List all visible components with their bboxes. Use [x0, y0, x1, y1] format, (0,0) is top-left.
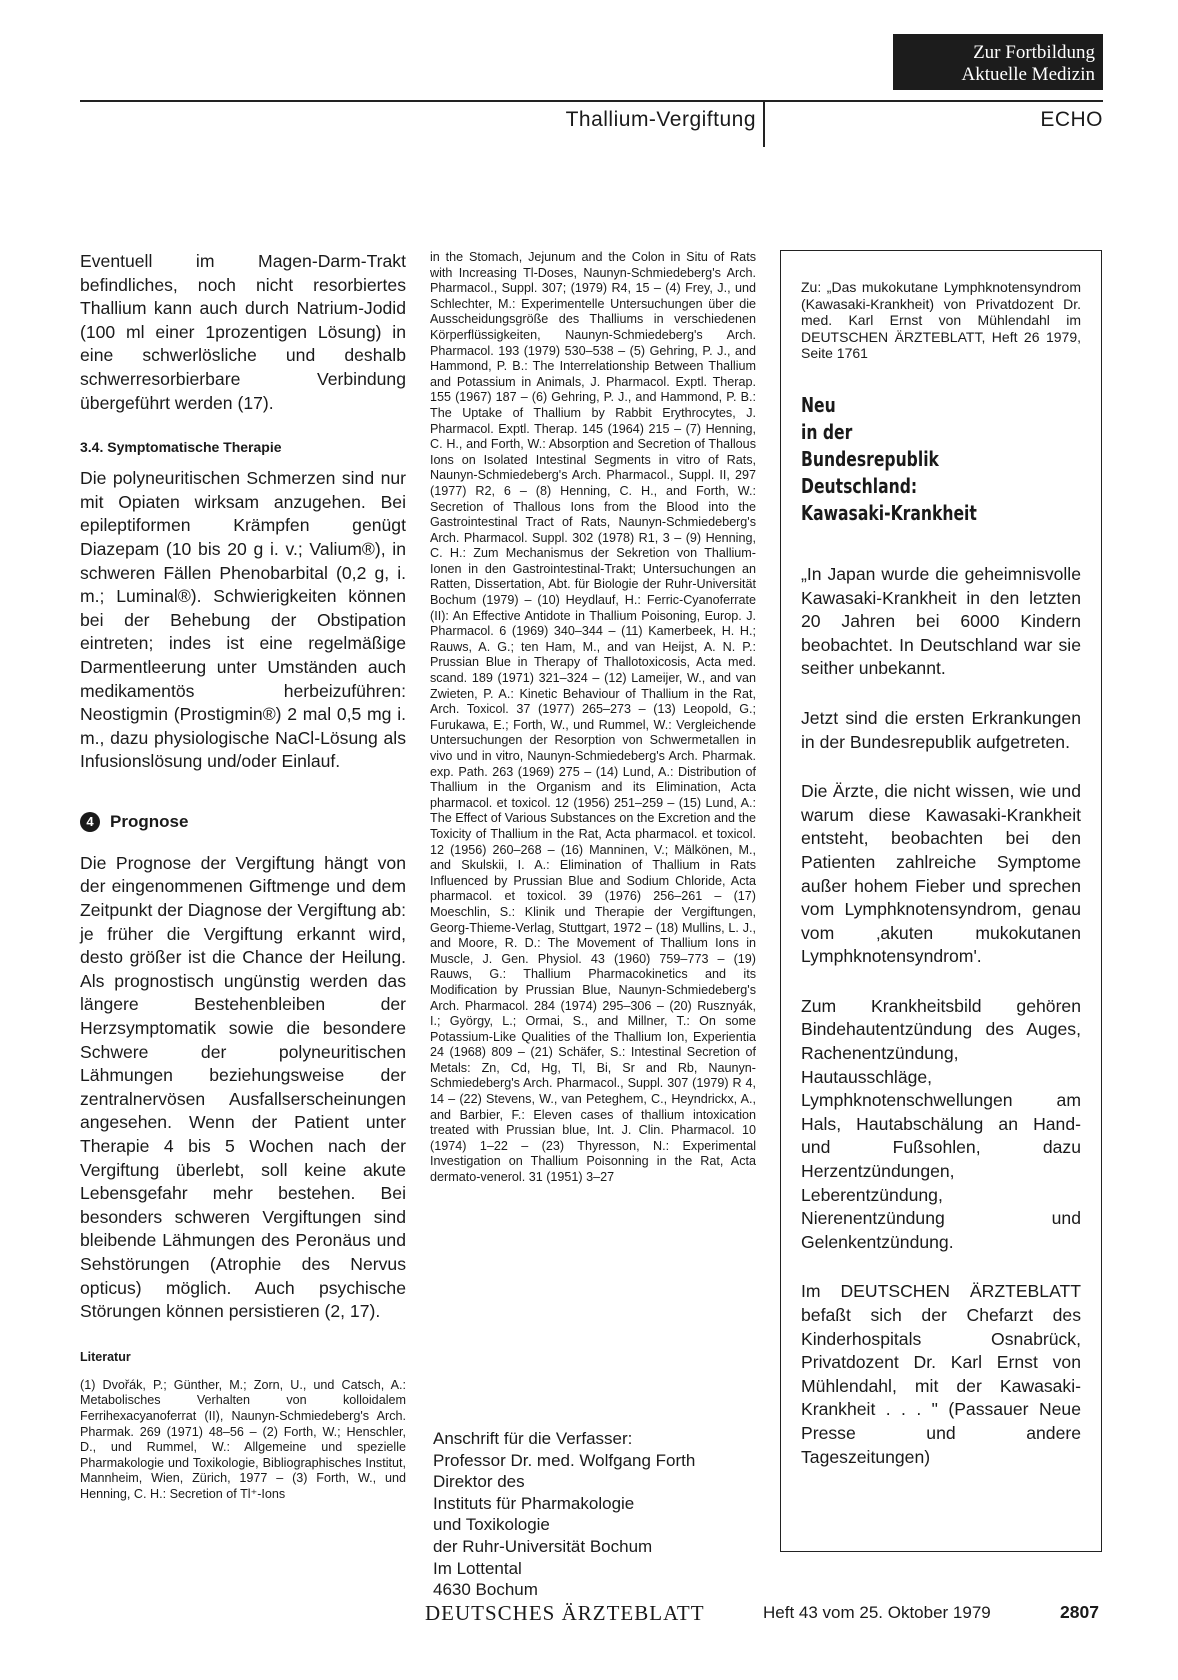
- section-number-badge: 4: [80, 812, 100, 832]
- address-line: Direktor des: [433, 1472, 525, 1492]
- footer-issue: Heft 43 vom 25. Oktober 1979: [763, 1603, 991, 1622]
- rubric-tag: [893, 34, 1103, 90]
- footer-journal-name: DEUTSCHES ÄRZTEBLATT: [425, 1601, 705, 1625]
- headline-line: Bundesrepublik: [801, 446, 939, 471]
- box-headline: [801, 392, 1019, 527]
- box-paragraph-1: „In Japan wurde die geheimnisvolle Kawasaki-Krankheit in den letzten 20 Jahren bei 6000 Kindern beobachtet. In Deutschland war sie seither unbekannt.: [801, 563, 1081, 679]
- section-label: ECHO: [1040, 108, 1103, 131]
- rubric-line-2: Aktuelle Medizin: [961, 64, 1095, 85]
- headline-line: Deutschland:: [801, 473, 918, 498]
- headline-line: Kawasaki-Krankheit: [801, 500, 977, 525]
- header-divider: [763, 100, 765, 147]
- address-line: Im Lottental: [433, 1558, 522, 1578]
- address-line: Instituts für Pharmakologie: [433, 1493, 635, 1513]
- address-line: und Toxikologie: [433, 1515, 550, 1535]
- literature-list-part-1: (1) Dvořák, P.; Günther, M.; Zorn, U., und Catsch, A.: Metabolisches Verhalten von kolloidalem Ferrihexacyanoferrat (II), Naunyn-Schmiedeberg's Arch. Pharmak. 269 (1971) 48–56 – (2) Forth, W.; Henschler, D., und Rummel, W.: Allgemeine und spezielle Pharmakologie und Toxikologie, Bibliographisches Institut, Mannheim, Wien, Zürich, 1977 – (3) Forth, W., und Henning, C. H.: Secretion of Tl⁺-Ions: [80, 1377, 406, 1501]
- literature-heading: Literatur: [80, 1349, 131, 1364]
- box-paragraph-5: Im DEUTSCHEN ÄRZTEBLATT befaßt sich der Chefarzt des Kinderhospitals Osnabrück, Privatdozent Dr. Karl Ernst von Mühlendahl, mit der Kawasaki-Krankheit . . . " (Passauer Neue Presse und andere Tageszeitungen): [801, 1281, 1081, 1467]
- paragraph-natrium-jodid: Eventuell im Magen-Darm-Trakt befindliches, noch nicht resorbiertes Thallium kann auch durch Natrium-Jodid (100 ml einer 1prozentigen Lösung) in eine schwerlösliche und deshalb schwerresorbierbare Verbindung übergeführt werden (17).: [80, 251, 406, 413]
- address-line: der Ruhr-Universität Bochum: [433, 1536, 653, 1556]
- echo-box: [780, 250, 1102, 1552]
- subheading-symptomatic-therapy: 3.4. Symptomatische Therapie: [80, 439, 282, 456]
- box-paragraph-3: Die Ärzte, die nicht wissen, wie und warum diese Kawasaki-Krankheit entsteht, beobachten bei den Patienten zahlreiche Symptome außer hohem Fieber und sprechen vom Lymphknotensyndrom, genau vom ‚akuten mukokutanen Lymphknotensyndrom'.: [801, 781, 1081, 967]
- headline-line: in der: [801, 419, 853, 444]
- headline-line: Neu: [801, 392, 836, 417]
- paragraph-prognose: Die Prognose der Vergiftung hängt von der eingenommenen Giftmenge und dem Zeitpunkt der Diagnose der Vergiftung ab: je früher die Vergiftung erkannt wird, desto größer ist die Chance der Heilung. Als prognostisch ungünstig werden das längere Bestehenbleiben der Herzsymptomatik sowie die besondere Schwere der polyneuritischen Lähmungen beziehungsweise der zentralnervösen Ausfallserscheinungen angesehen. Wenn der Patient unter Therapie 4 bis 5 Wochen nach der Vergiftung überlebt, soll keine akute Lebensgefahr mehr bestehen. Bei besonders schweren Vergiftungen sind bleibende Lähmungen des Peronäus und Sehstörungen (Atrophie des Nervus opticus) möglich. Auch psychische Störungen können persistieren (2, 17).: [80, 852, 406, 1322]
- section-heading-prognose: [80, 812, 406, 832]
- reference-note: Zu: „Das mukokutane Lymphknotensyndrom (Kawasaki-Krankheit) von Privatdozent Dr. med. Karl Ernst von Mühlendahl im DEUTSCHEN ÄRZTEBLATT, Heft 26 1979, Seite 1761: [801, 279, 1081, 362]
- column-left: [80, 250, 406, 1503]
- section-heading-text: Prognose: [110, 811, 189, 831]
- address-line: 4630 Bochum: [433, 1580, 538, 1600]
- box-paragraph-4: Zum Krankheitsbild gehören Bindehautentzündung des Auges, Rachenentzündung, Hautausschläge, Lymphknotenschwellungen am Hals, Hautabschälung an Hand- und Fußsohlen, dazu Herzentzündungen, Leberentzündung, Nierenentzündung und Gelenkentzündung.: [801, 995, 1081, 1252]
- literature-list-part-2: in the Stomach, Jejunum and the Colon in Situ of Rats with Increasing Tl-Doses, Naunyn-Schmiedeberg's Arch. Pharmacol., Suppl. 307; (1979) R4, 15 – (4) Frey, J., und Schlechter, M.: Experimentelle Untersuchungen über die Ausscheidungsgröße des Thalliums in verschiedenen Körperflüssigkeiten, Naunyn-Schmiedeberg's Arch. Pharmacol. 193 (1979) 530–538 – (5) Gehring, P. J., and Hammond, P. B.: The Interrelationship Between Thallium and Potassium in Animals, J. Pharmacol. Exptl. Therap. 155 (1967) 187 – (6) Gehring, P. J., and Hammond, P. B.: The Uptake of Thallium by Rabbit Erythrocytes, J. Pharmacol. Exptl. Therap. 145 (1964) 215 – (7) Henning, C. H., and Forth, W.: Absorption and Secretion of Thallous Ions on Isolated Intestinal Segments in vitro of Rats, Naunyn-Schmiedeberg's Arch. Pharmacol., Suppl. II, 297 (1977) R2, 6 – (8) Henning, C. H., and Forth, W.: Secretion of Thallous Ions from the Blood into the Gastrointestinal Tract of Rats, Naunyn-Schmiedeberg's Arch. Pharmacol. Suppl. 302 (1978) R1, 3 – (9) Henning, C. H.: Zum Mechanismus der Sekretion von Thallium-Ionen in den Gastrointestinal-Trakt; Untersuchungen an Ratten, Dissertation, Abt. für Biologie der Ruhr-Universität Bochum (1979) – (10) Heydlauf, H.: Ferric-Cyanoferrate (II): An Effective Antidote in Thallium Poisoning, Europ. J. Pharmacol. 6 (1969) 340–344 – (11) Kamerbeek, H. H.; Rauws, A. G.; ten Ham, M., and van Heijst, A. N. P.: Prussian Blue in Therapy of Thallotoxicosis, Acta med. scand. 189 (1971) 321–324 – (12) Lameijer, W., and van Zwieten, P. A.: Kinetic Behaviour of Thallium in the Rat, Arch. Toxicol. 37 (1977) 265–273 – (13) Leopold, G.; Furukawa, E.; Forth, W., und Rummel, W.: Vergleichende Untersuchungen der Resorption von Schwermetallen in vivo und in vitro, Naunyn-Schmiedeberg's Arch. Pharmak. exp. Path. 263 (1969) 275 – (14) Lund, A.: Distribution of Thallium in the Organism and its Elimination, Acta pharmacol. et toxicol. 12 (1956) 251–259 – (15) Lund, A.: The Effect of Various Substances on the Excretion and the Toxicity of Thallium in the Rat, Acta pharmacol. et toxicol. 12 (1956) 260–268 – (16) Manninen, V.; Mälkönen, M., and Skulskii, I. A.: Elimination of Thallium in Rats Influenced by Prussian Blue and Sodium Chloride, Acta pharmacol. et toxicol. 39 (1976) 256–261 – (17) Moeschlin, S.: Klinik und Therapie der Vergiftungen, Georg-Thieme-Verlag, Stuttgart, 1972 – (18) Mullins, L. J., and Moore, R. D.: The Movement of Thallium Ions in Muscle, J. Gen. Physiol. 43 (1960) 759–773 – (19) Rauws, G.: Thallium Pharmacokinetics and its Modification by Prussian Blue, Naunyn-Schmiedeberg's Arch. Pharmacol. 284 (1974) 295–306 – (20) Rusznyák, I.; György, L.; Ormai, S., and Millner, T.: On some Potassium-Like Qualities of the Thallium Ion, Experientia 24 (1968) 809 – (21) Schäfer, S.: Intestinal Secretion of Metals: Zn, Cd, Hg, Tl, Bi, Sr and Rb, Naunyn-Schmiedeberg's Arch. Pharmacol., Suppl. 307 (1979) R 4, 14 – (22) Stevens, W., van Peteghem, C., Heyndrickx, A., and Barbier, F.: Eleven cases of thallium intoxication treated with Prussian blue, Int. J. Clin. Pharmacol. 10 (1974) 1–22 – (23) Thyresson, N.: Experimental Investigation on Thallium Poisonning in the Rat, Acta dermato-venerol. 31 (1951) 3–27: [430, 250, 756, 1185]
- paragraph-therapy: Die polyneuritischen Schmerzen sind nur mit Opiaten wirksam anzugehen. Bei epileptiformen Krämpfen genügt Diazepam (10 bis 20 g i. v.; Valium®), in schweren Fällen Phenobarbital (0,2 g, i. m.; Luminal®). Schwierigkeiten können bei der Behebung der Obstipation eintreten; indes ist eine regelmäßige Darmentleerung unter Umständen auch medikamentös herbeizuführen: Neostigmin (Prostigmin®) 2 mal 0,5 mg i. m., dazu physiologische NaCl-Lösung als Infusionslösung und/oder Einlauf.: [80, 468, 406, 772]
- author-address: [433, 1428, 753, 1601]
- column-middle: [430, 250, 756, 1186]
- box-paragraph-2: Jetzt sind die ersten Erkrankungen in der Bundesrepublik aufgetreten.: [801, 707, 1081, 752]
- header-rule: [80, 100, 1103, 102]
- running-title: Thallium-Vergiftung: [565, 108, 756, 131]
- rubric-line-1: Zur Fortbildung: [973, 42, 1095, 63]
- address-line: Anschrift für die Verfasser:: [433, 1429, 633, 1448]
- address-line: Professor Dr. med. Wolfgang Forth: [433, 1450, 696, 1470]
- page-number: 2807: [1060, 1602, 1099, 1622]
